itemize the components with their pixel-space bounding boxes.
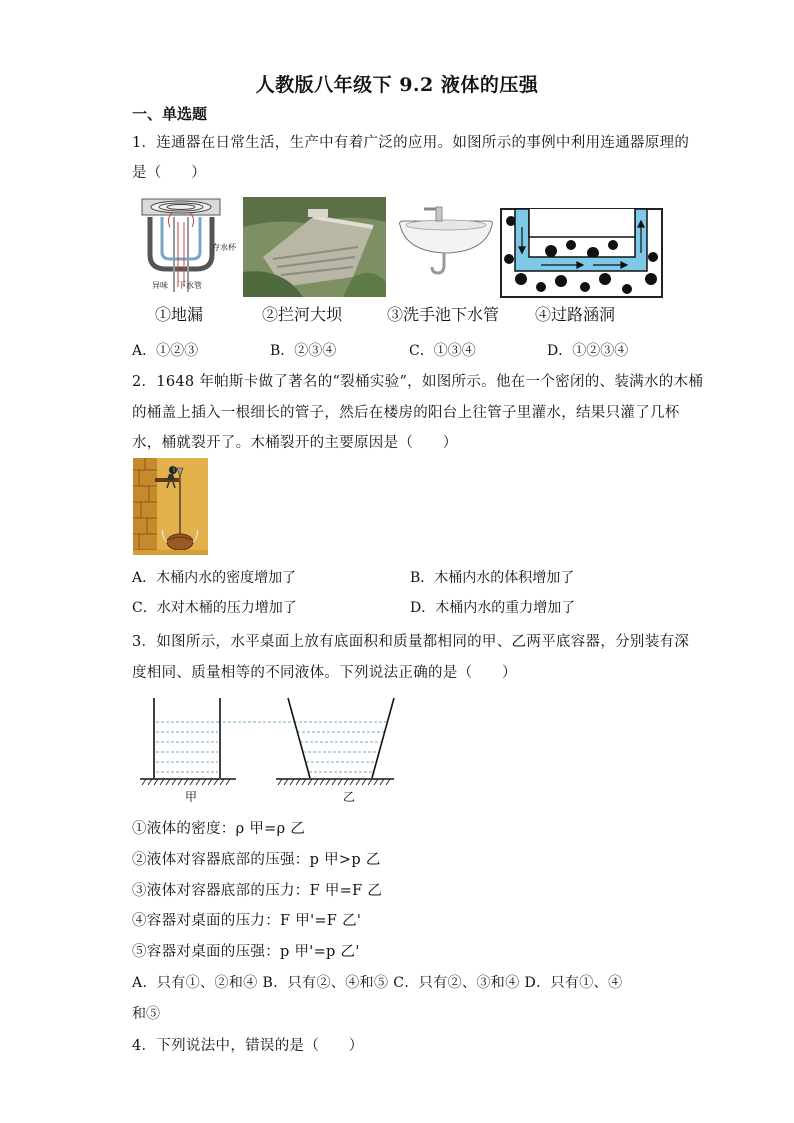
q1-text-line2: 是（ ）	[132, 165, 206, 181]
q2-option-c[interactable]: C．水对木桶的压力增加了	[132, 600, 297, 616]
drain-label-cup: 存水杯	[212, 243, 236, 252]
q2-text-line2: 的桶盖上插入一根细长的管子，然后在楼房的阳台上往管子里灌水，结果只灌了几杯	[132, 405, 680, 421]
q3-text-line2: 度相同、质量相等的不同液体。下列说法正确的是（ ）	[132, 665, 517, 681]
container-label-b: 乙	[343, 790, 356, 804]
q2-option-d[interactable]: D．木桶内水的重力增加了	[410, 600, 576, 616]
q3-statement-5: ⑤容器对桌面的压强：p 甲'=p 乙'	[132, 944, 360, 960]
caption-culvert: ④过路涵洞	[535, 305, 616, 324]
drain-label-pipe: 下水管	[178, 281, 202, 290]
q1-option-d[interactable]: D．①②③④	[547, 343, 629, 359]
q3-statement-3: ③液体对容器底部的压力：F 甲=F 乙	[132, 883, 383, 899]
q1-option-c[interactable]: C．①③④	[409, 343, 476, 359]
section-heading: 一、单选题	[132, 105, 208, 123]
q3-text-line1: 3．如图所示，水平桌面上放有底面积和质量都相同的甲、乙两平底容器，分别装有深	[132, 634, 690, 650]
barrel-experiment-figure	[133, 458, 208, 555]
sink-figure	[396, 203, 496, 281]
drain-label-foreign: 异味	[152, 281, 168, 290]
caption-sink: ③洗手池下水管	[387, 305, 500, 324]
q3-statement-4: ④容器对桌面的压力：F 甲'=F 乙'	[132, 913, 362, 929]
q2-option-a[interactable]: A．木桶内水的密度增加了	[132, 570, 297, 586]
culvert-figure	[501, 209, 662, 297]
q2-text-line1: 2．1648 年帕斯卡做了著名的“裂桶实验”，如图所示。他在一个密闭的、装满水的木桶	[132, 374, 704, 390]
page-title: 人教版八年级下 9.2 液体的压强	[255, 74, 539, 96]
q3-options-line2[interactable]: 和⑤	[132, 1006, 160, 1022]
q2-option-b[interactable]: B．木桶内水的体积增加了	[410, 570, 575, 586]
dam-photo	[243, 197, 386, 297]
containers-figure	[136, 690, 398, 790]
q2-text-line3: 水，桶就裂开了。木桶裂开的主要原因是（ ）	[132, 435, 458, 451]
q3-options-line1[interactable]: A．只有①、②和④ B．只有②、④和⑤ C．只有②、③和④ D．只有①、④	[132, 975, 623, 991]
caption-floor-drain: ①地漏	[155, 305, 204, 324]
container-label-a: 甲	[185, 790, 198, 804]
q3-statement-2: ②液体对容器底部的压强：p 甲>p 乙	[132, 852, 381, 868]
caption-dam: ②拦河大坝	[262, 305, 343, 324]
q1-text-line1: 1．连通器在日常生活，生产中有着广泛的应用。如图所示的事例中利用连通器原理的	[132, 135, 690, 151]
q1-option-b[interactable]: B．②③④	[270, 343, 337, 359]
q3-statement-1: ①液体的密度：ρ 甲=ρ 乙	[132, 821, 306, 837]
q4-text-line1: 4．下列说法中，错误的是（ ）	[132, 1038, 364, 1054]
q1-option-a[interactable]: A．①②③	[132, 343, 199, 359]
